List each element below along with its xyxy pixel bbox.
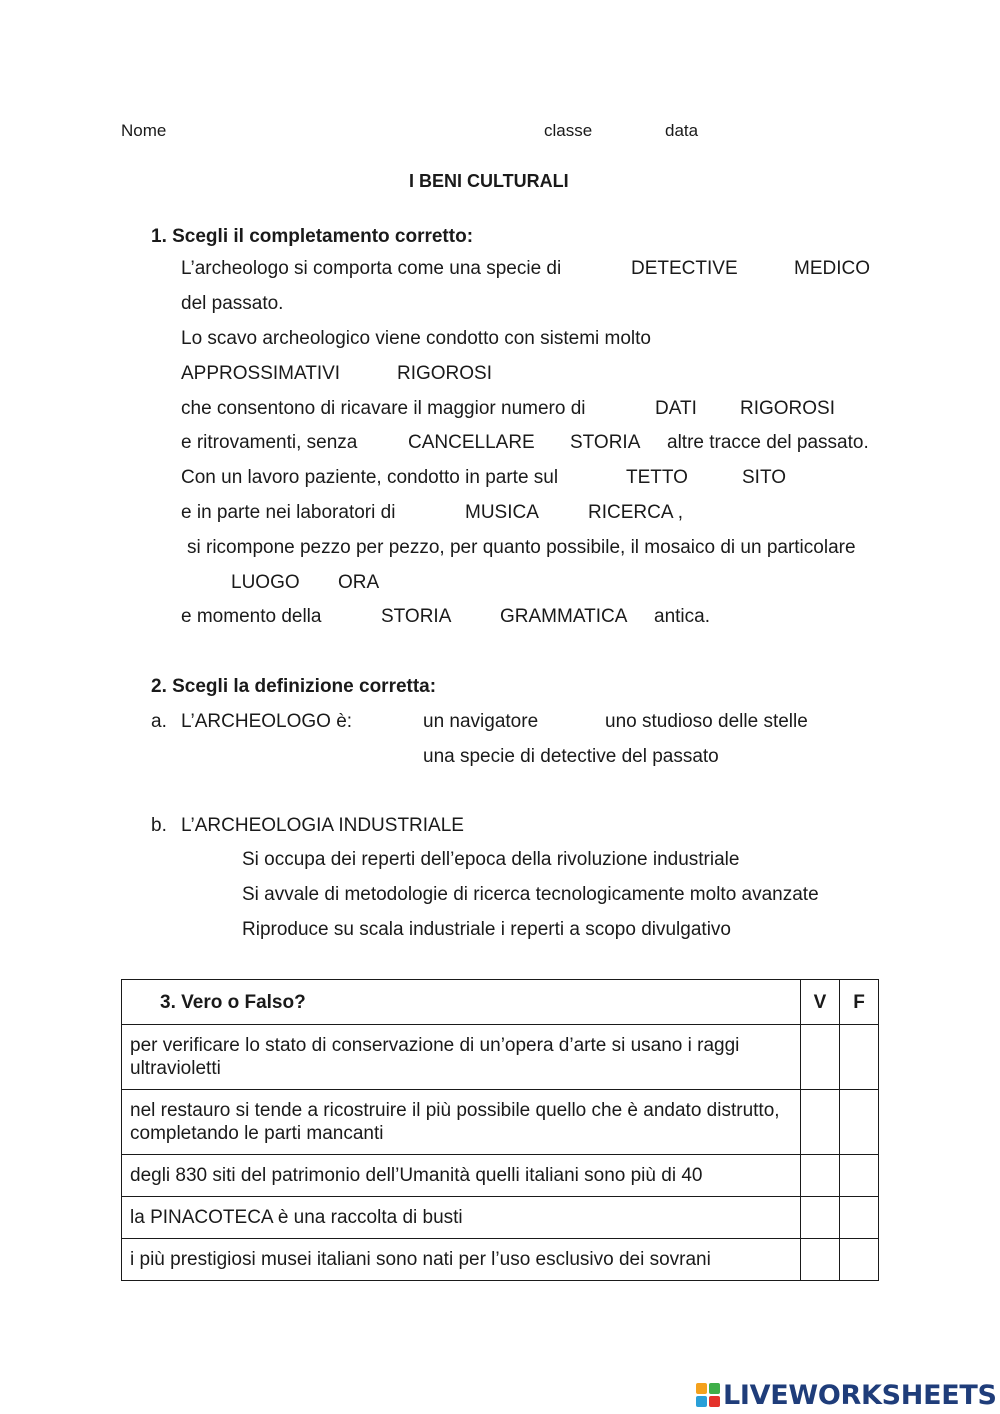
s1-line11-text: e momento della — [181, 606, 322, 627]
answer-f-cell[interactable] — [840, 1025, 879, 1090]
s1-line4-option-rigorosi[interactable]: RIGOROSI — [397, 363, 493, 384]
table-row — [122, 1155, 879, 1197]
logo-text: LIVEWORKSHEETS — [723, 1379, 997, 1411]
s1-line4-option-approssimativi[interactable]: APPROSSIMATIVI — [181, 363, 341, 384]
s1-line6-tail: altre tracce del passato. — [667, 432, 869, 453]
answer-v-cell[interactable] — [801, 1025, 840, 1090]
answer-f-cell[interactable] — [840, 1155, 879, 1197]
s1-line1-text: L’archeologo si comporta come una specie di — [181, 258, 562, 279]
s2b-label: b. — [151, 815, 167, 836]
answer-f-cell[interactable] — [840, 1197, 879, 1239]
s2a-text: L’ARCHEOLOGO è: — [181, 711, 353, 732]
s1-line3-text: Lo scavo archeologico viene condotto con sistemi molto — [181, 328, 651, 349]
statement-cell: la PINACOTECA è una raccolta di busti — [122, 1197, 801, 1239]
liveworksheets-logo — [696, 1381, 997, 1409]
table-header-row — [122, 980, 879, 1025]
s1-line11-option-grammatica[interactable]: GRAMMATICA — [500, 606, 628, 627]
s1-line7-option-sito[interactable]: SITO — [742, 467, 786, 488]
s2b-text: L’ARCHEOLOGIA INDUSTRIALE — [181, 815, 464, 836]
date-label: data — [665, 121, 699, 140]
section3-heading: 3. Vero o Falso? — [122, 980, 801, 1025]
s1-line2-text: del passato. — [181, 293, 284, 314]
s1-line6-text: e ritrovamenti, senza — [181, 432, 358, 453]
s1-line9-text: si ricompone pezzo per pezzo, per quanto possibile, il mosaico di un particolare — [187, 537, 856, 558]
s2b-option-3[interactable]: Riproduce su scala industriale i reperti a scopo divulgativo — [242, 919, 731, 940]
logo-square-icon — [709, 1396, 720, 1407]
s2a-option-detective[interactable]: una specie di detective del passato — [423, 746, 719, 767]
s1-line8-option-ricerca[interactable]: RICERCA , — [588, 502, 684, 523]
s1-line11-option-storia[interactable]: STORIA — [381, 606, 452, 627]
s1-line11-tail: antica. — [654, 606, 710, 627]
section1-heading: 1. Scegli il completamento corretto: — [151, 226, 474, 247]
section2-heading: 2. Scegli la definizione corretta: — [151, 676, 437, 697]
statement-cell: i più prestigiosi musei italiani sono nati per l’uso esclusivo dei sovrani — [122, 1239, 801, 1281]
s1-line1-option-medico[interactable]: MEDICO — [794, 258, 870, 279]
s2a-label: a. — [151, 711, 167, 732]
s1-line7-option-tetto[interactable]: TETTO — [626, 467, 688, 488]
statement-cell: nel restauro si tende a ricostruire il più possibile quello che è andato distrutto, completando le parti mancanti — [122, 1090, 801, 1155]
s2b-option-2[interactable]: Si avvale di metodologie di ricerca tecnologicamente molto avanzate — [242, 884, 819, 905]
s1-line10-option-luogo[interactable]: LUOGO — [231, 572, 300, 593]
statement-cell: per verificare lo stato di conservazione di un’opera d’arte si usano i raggi ultravioletti — [122, 1025, 801, 1090]
s2b-option-1[interactable]: Si occupa dei reperti dell’epoca della rivoluzione industriale — [242, 849, 740, 870]
column-v-header: V — [801, 980, 840, 1025]
true-false-table — [121, 979, 879, 1281]
answer-f-cell[interactable] — [840, 1239, 879, 1281]
logo-square-icon — [709, 1383, 720, 1394]
table-row — [122, 1025, 879, 1090]
s1-line1-option-detective[interactable]: DETECTIVE — [631, 258, 738, 279]
page-title: I BENI CULTURALI — [409, 171, 569, 191]
s1-line8-text: e in parte nei laboratori di — [181, 502, 396, 523]
answer-f-cell[interactable] — [840, 1090, 879, 1155]
answer-v-cell[interactable] — [801, 1155, 840, 1197]
logo-icon — [696, 1383, 720, 1407]
s1-line5-option-rigorosi[interactable]: RIGOROSI — [740, 398, 836, 419]
s1-line7-text: Con un lavoro paziente, condotto in parte sul — [181, 467, 559, 488]
table-row — [122, 1197, 879, 1239]
table-row — [122, 1239, 879, 1281]
class-label: classe — [544, 121, 593, 140]
s1-line5-option-dati[interactable]: DATI — [655, 398, 697, 419]
s1-line10-option-ora[interactable]: ORA — [338, 572, 380, 593]
s1-line8-option-musica[interactable]: MUSICA — [465, 502, 539, 523]
s2a-option-navigatore[interactable]: un navigatore — [423, 711, 539, 732]
s1-line5-text: che consentono di ricavare il maggior numero di — [181, 398, 586, 419]
statement-cell: degli 830 siti del patrimonio dell’Umanità quelli italiani sono più di 40 — [122, 1155, 801, 1197]
s1-line6-option-storia[interactable]: STORIA — [570, 432, 641, 453]
logo-square-icon — [696, 1383, 707, 1394]
logo-square-icon — [696, 1396, 707, 1407]
table-row — [122, 1090, 879, 1155]
s1-line6-option-cancellare[interactable]: CANCELLARE — [408, 432, 535, 453]
column-f-header: F — [840, 980, 879, 1025]
s2a-option-studioso-stelle[interactable]: uno studioso delle stelle — [605, 711, 808, 732]
answer-v-cell[interactable] — [801, 1239, 840, 1281]
name-label: Nome — [121, 121, 167, 140]
answer-v-cell[interactable] — [801, 1090, 840, 1155]
answer-v-cell[interactable] — [801, 1197, 840, 1239]
